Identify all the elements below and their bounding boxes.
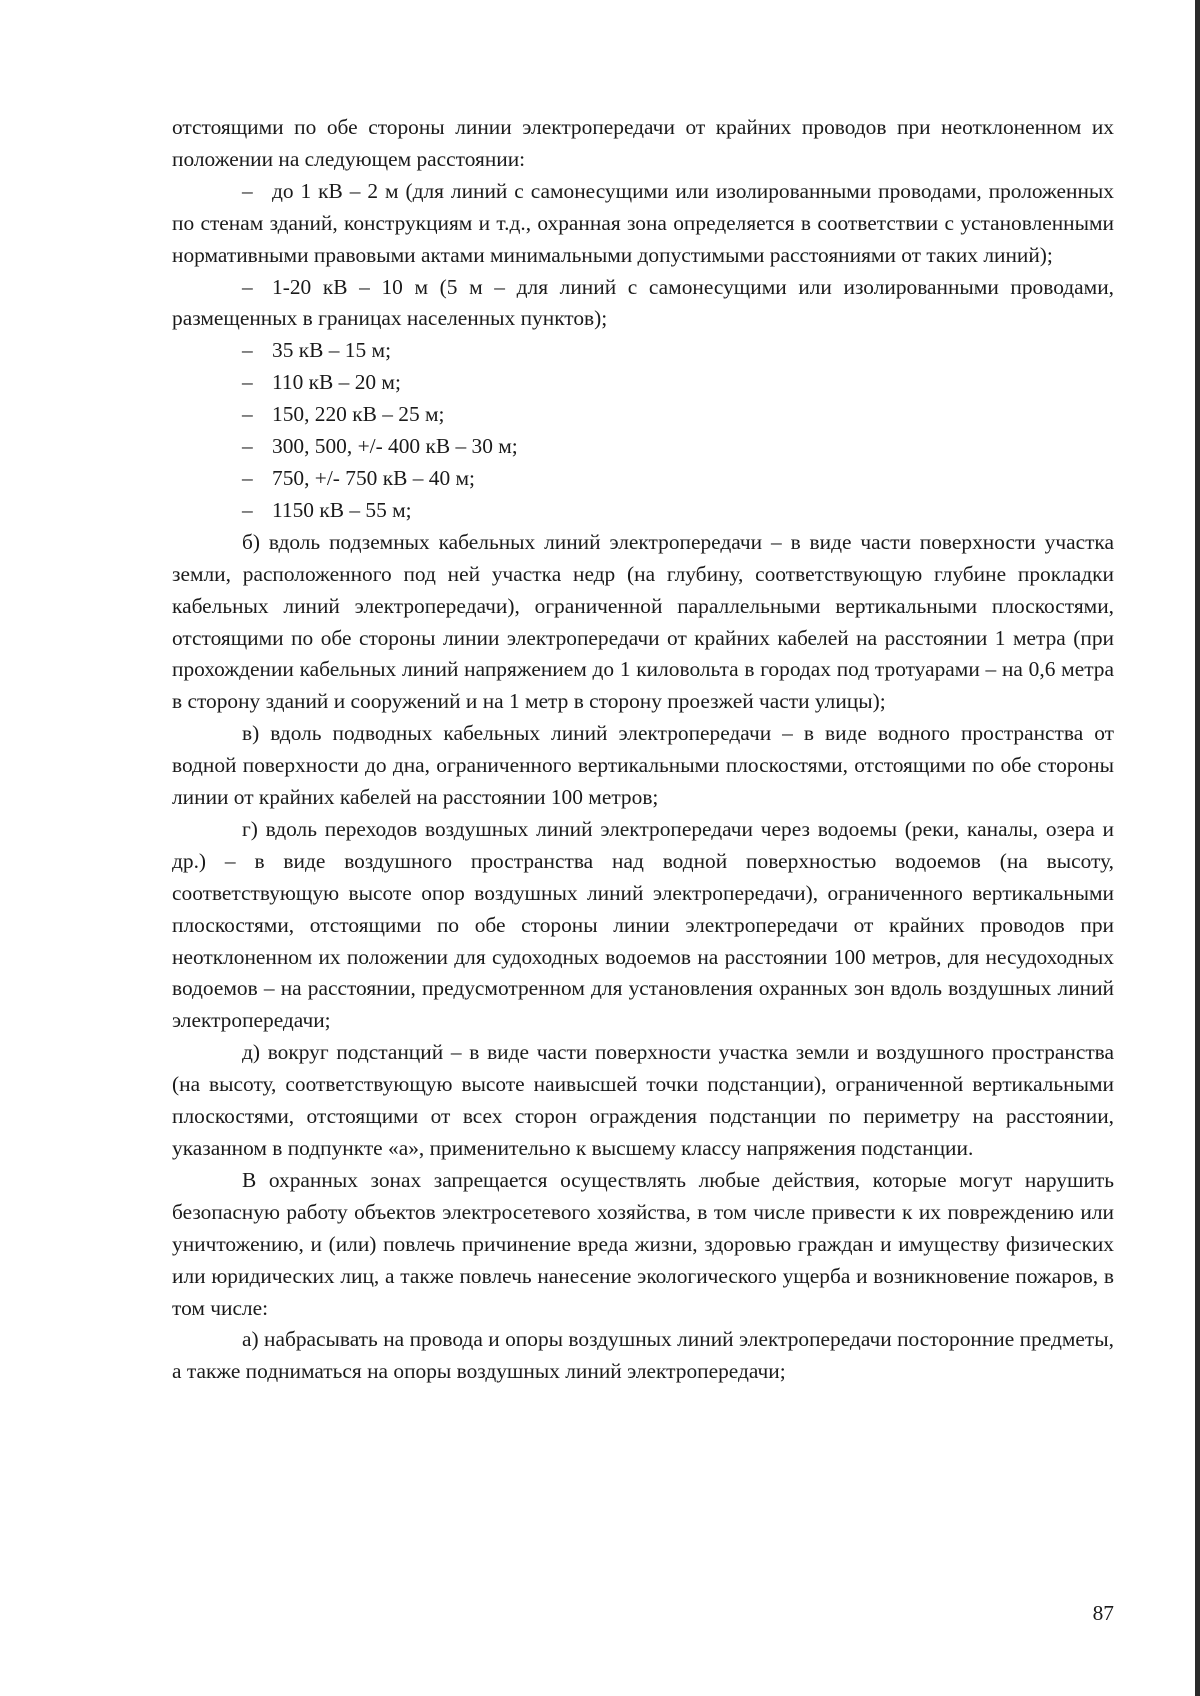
list-item [172,335,1114,367]
list-item-text: 110 кВ – 20 м; [272,370,401,395]
paragraph-b: б) вдоль подземных кабельных линий электропередачи – в виде части поверхности участка земли, расположенного под ней участка недр (на глубину, соответствующую глубине прокладки кабельных линий электропередачи), ограниченной параллельными вертикальными плоскостями, отстоящими по обе стороны линии электропередачи от крайних кабелей на расстоянии 1 метра (при прохождении кабельных линий напряжением до 1 киловольта в городах под тротуарами – на 0,6 метра в сторону зданий и сооружений и на 1 метр в сторону проезжей части улицы); [172,529,1114,714]
list-item-text: 750, +/- 750 кВ – 40 м; [272,465,475,490]
list-dash: – [242,497,253,522]
list-item-text: до 1 кВ – 2 м (для линий с самонесущими или изолированными проводами, проложенных по стенам зданий, конструкциям и т.д., охранная зона определяется в соответствии с установленными нормативными правовыми актами минимальными допустимыми расстояниями от таких линий); [172,178,1114,267]
list-item-text: 1-20 кВ – 10 м (5 м – для линий с самонесущими или изолированными проводами, размещенных в границах населенных пунктов); [172,274,1114,331]
paragraph-v: в) вдоль подводных кабельных линий электропередачи – в виде водного пространства от водной поверхности до дна, ограниченного вертикальными плоскостями, отстоящими по обе стороны линии от крайних кабелей на расстоянии 100 метров; [172,721,1114,810]
list-dash: – [242,434,253,459]
prohibition-item-a: а) набрасывать на провода и опоры воздушных линий электропередачи посторонние предметы, а также подниматься на опоры воздушных линий электропередачи; [172,1327,1114,1384]
list-item [172,367,1114,399]
list-item-text: 35 кВ – 15 м; [272,338,392,363]
list-item-text: 300, 500, +/- 400 кВ – 30 м; [272,434,518,459]
list-item [172,431,1114,463]
list-dash: – [242,465,253,490]
paragraph-g: г) вдоль переходов воздушных линий электропередачи через водоемы (реки, каналы, озера и др.) – в виде воздушного пространства над водной поверхностью водоемов (на высоту, соответствующую высоте опор воздушных линий электропередачи), ограниченного вертикальными плоскостями, отстоящими по обе стороны линии электропередачи от крайних проводов при неотклоненном их положении для судоходных водоемов на расстоянии 100 метров, для несудоходных водоемов – на расстоянии, предусмотренном для установления охранных зон вдоль воздушных линий электропередачи; [172,816,1114,1033]
list-item [172,272,1114,336]
list-item [172,176,1114,272]
paragraph-d: д) вокруг подстанций – в виде части поверхности участка земли и воздушного пространства (на высоту, соответствующую высоте наивысшей точки подстанции), ограниченной вертикальными плоскостями, отстоящими от всех сторон ограждения подстанции по периметру на расстоянии, указанном в подпункте «а», применительно к высшему классу напряжения подстанции. [172,1040,1114,1160]
list-dash: – [242,338,253,363]
list-dash: – [242,274,253,299]
list-item [172,399,1114,431]
list-item [172,495,1114,527]
list-item-text: 150, 220 кВ – 25 м; [272,402,445,427]
list-item-text: 1150 кВ – 55 м; [272,497,412,522]
page-number: 87 [1092,1601,1114,1625]
list-dash: – [242,402,253,427]
intro-paragraph: отстоящими по обе стороны линии электропередачи от крайних проводов при неотклоненном их положении на следующем расстоянии: [172,115,1114,171]
document-body [172,112,1114,1388]
list-item [172,463,1114,495]
prohibitions-paragraph: В охранных зонах запрещается осуществлять любые действия, которые могут нарушить безопасную работу объектов электросетевого хозяйства, в том числе привести к их повреждению или уничтожению, и (или) повлечь причинение вреда жизни, здоровью граждан и имуществу физических или юридических лиц, а также повлечь нанесение экологического ущерба и возникновение пожаров, в том числе: [172,1167,1114,1320]
list-dash: – [242,370,253,395]
page-right-edge [1195,0,1200,1696]
list-dash: – [242,178,253,203]
